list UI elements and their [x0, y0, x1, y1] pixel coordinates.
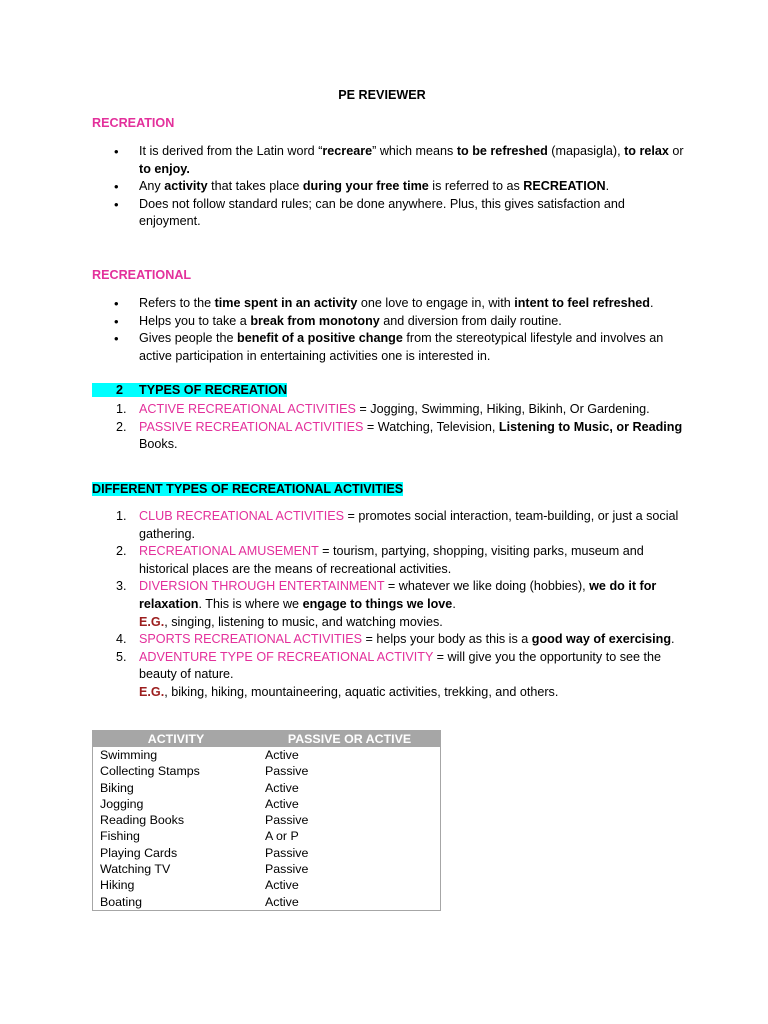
list-item: 2. RECREATIONAL AMUSEMENT = tourism, partying, shopping, visiting parks, museum and historical places are the means of recreational activities. [116, 544, 644, 576]
table-row [93, 877, 441, 893]
list-item: 2. PASSIVE RECREATIONAL ACTIVITIES = Watching, Television, Listening to Music, or Reading Books. [116, 419, 683, 452]
type-cell: Passive [265, 862, 309, 877]
activity-table [92, 730, 441, 911]
recreational-heading: RECREATIONAL [92, 268, 192, 282]
list-item: 5. ADVENTURE TYPE OF RECREATIONAL ACTIVITY = will give you the opportunity to see the beauty of nature. E.G., biking, hiking, mountaineering, aquatic activities, trekking, and others. [116, 649, 662, 699]
table-row [93, 763, 441, 779]
list-item: • Gives people the benefit of a positive change from the stereotypical lifestyle and involves an active participation in entertaining activities one is interested in. [92, 330, 684, 365]
table-row [93, 780, 441, 796]
type-cell: Active [265, 796, 299, 811]
recreation-heading: RECREATION [92, 116, 175, 130]
type-cell: Passive [265, 845, 309, 860]
different-types-heading: DIFFERENT TYPES OF RECREATIONAL ACTIVITIES [92, 482, 404, 496]
activity-cell: Swimming [100, 748, 158, 762]
activity-cell: Boating [100, 894, 143, 909]
activity-cell: Watching TV [100, 862, 171, 877]
type-cell: Passive [265, 813, 309, 828]
activity-cell: Jogging [100, 796, 144, 811]
activity-cell: Reading Books [100, 813, 185, 828]
column-header-activity: ACTIVITY [93, 731, 260, 748]
list-item: • Does not follow standard rules; can be done anywhere. Plus, this gives satisfaction and enjoyment. [92, 196, 684, 231]
table-row [93, 845, 441, 861]
table-row [93, 796, 441, 812]
type-cell: Active [265, 780, 299, 795]
type-cell: A or P [265, 829, 299, 844]
list-item: • It is derived from the Latin word “recreare” which means to be refreshed (mapasigla), to relax or to enjoy. [92, 143, 684, 178]
list-item: 1. ACTIVE RECREATIONAL ACTIVITIES = Jogging, Swimming, Hiking, Bikinh, Or Gardening. [116, 402, 650, 416]
recreational-list [92, 295, 684, 365]
list-item: 4. SPORTS RECREATIONAL ACTIVITIES = helps your body as this is a good way of exercising. [116, 632, 675, 647]
list-item: • Refers to the time spent in an activity one love to engage in, with intent to feel refreshed. [92, 295, 684, 313]
page-title: PE REVIEWER [338, 88, 426, 102]
table-header-row [93, 731, 441, 748]
types-heading: 2 TYPES OF RECREATION [92, 383, 287, 397]
list-item: 3. DIVERSION THROUGH ENTERTAINMENT = whatever we like doing (hobbies), we do it for relaxation. This is where we engage to things we love. E.G., singing, listening to music, and watching movies. [116, 579, 657, 629]
activity-cell: Hiking [100, 878, 135, 893]
table-row [93, 861, 441, 877]
type-cell: Passive [265, 764, 309, 779]
table-row [93, 747, 441, 763]
activity-cell: Playing Cards [100, 845, 178, 860]
activity-cell: Fishing [100, 829, 140, 844]
list-item: 1. CLUB RECREATIONAL ACTIVITIES = promotes social interaction, team-building, or just a social gathering. [116, 509, 679, 541]
list-item: • Any activity that takes place during your free time is referred to as RECREATION. [92, 178, 684, 196]
recreation-list [92, 143, 684, 231]
table-row [93, 812, 441, 828]
types-list [92, 401, 684, 454]
activity-cell: Collecting Stamps [100, 764, 200, 779]
type-cell: Active [265, 748, 299, 762]
table-row [93, 828, 441, 844]
column-header-passive-or-active: PASSIVE OR ACTIVE [259, 731, 441, 748]
table-row [93, 894, 441, 911]
list-item: • Helps you to take a break from monotony and diversion from daily routine. [92, 313, 684, 331]
type-cell: Active [265, 894, 299, 909]
activity-cell: Biking [100, 780, 134, 795]
different-types-list [92, 508, 684, 702]
type-cell: Active [265, 878, 299, 893]
